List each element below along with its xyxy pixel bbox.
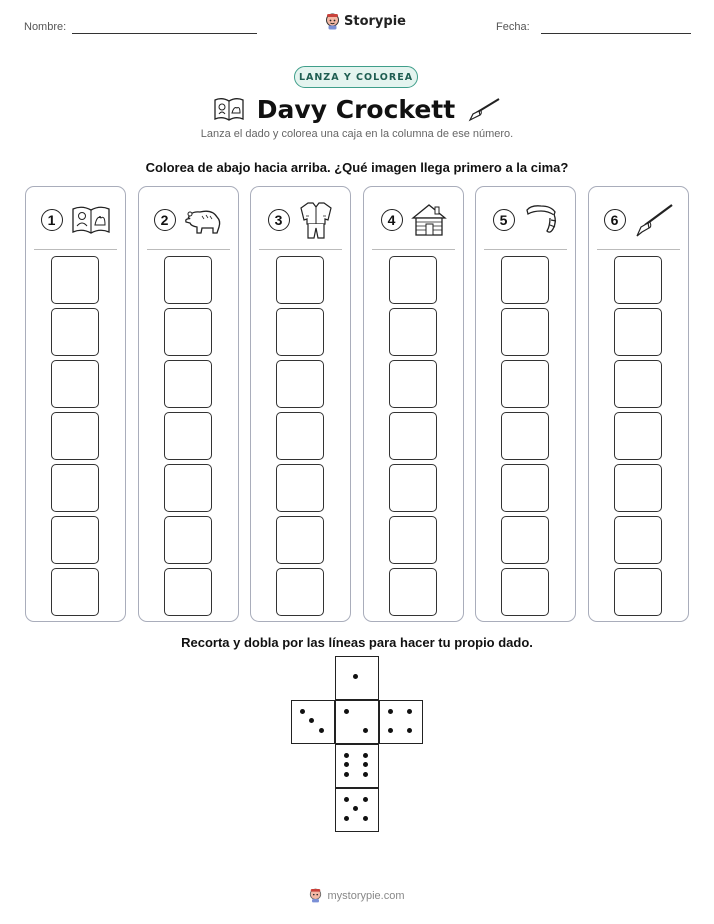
pip <box>363 762 368 767</box>
buckskin-suit-icon <box>298 200 334 240</box>
bear-icon <box>184 205 224 235</box>
color-box[interactable] <box>614 412 662 460</box>
column-5 <box>475 186 576 622</box>
color-box[interactable] <box>51 464 99 512</box>
column-header <box>251 199 350 241</box>
pip <box>363 772 368 777</box>
name-label: Nombre: <box>24 21 67 33</box>
pip <box>363 728 368 733</box>
die-face-6 <box>335 744 379 788</box>
color-box[interactable] <box>164 308 212 356</box>
color-box[interactable] <box>276 568 324 616</box>
color-box[interactable] <box>51 568 99 616</box>
color-box[interactable] <box>389 412 437 460</box>
name-field[interactable] <box>72 33 257 34</box>
log-cabin-icon <box>411 202 447 238</box>
color-box[interactable] <box>51 360 99 408</box>
column-4 <box>363 186 464 622</box>
color-box[interactable] <box>51 516 99 564</box>
coonskin-hat-icon <box>523 202 559 238</box>
instruction-top: Colorea de abajo hacia arriba. ¿Qué imagen llega primero a la cima? <box>145 160 569 175</box>
color-box[interactable] <box>164 256 212 304</box>
die-face-3 <box>291 700 335 744</box>
column-1 <box>25 186 126 622</box>
color-box[interactable] <box>164 568 212 616</box>
brand-logo <box>325 13 406 30</box>
pip <box>344 753 349 758</box>
column-2 <box>138 186 239 622</box>
pip <box>344 709 349 714</box>
color-box[interactable] <box>276 256 324 304</box>
column-6 <box>588 186 689 622</box>
pip <box>344 797 349 802</box>
title-row <box>200 92 514 126</box>
instruction-bottom: Recorta y dobla por las líneas para hacer tu propio dado. <box>181 635 533 650</box>
color-box[interactable] <box>501 464 549 512</box>
storypie-mascot-icon <box>309 888 322 903</box>
color-box[interactable] <box>51 412 99 460</box>
pip <box>363 753 368 758</box>
pip <box>353 806 358 811</box>
date-label: Fecha: <box>496 21 530 33</box>
color-box[interactable] <box>164 516 212 564</box>
column-header <box>139 199 238 241</box>
color-box[interactable] <box>389 516 437 564</box>
color-box[interactable] <box>614 464 662 512</box>
color-box[interactable] <box>614 256 662 304</box>
pip <box>319 728 324 733</box>
color-box[interactable] <box>276 464 324 512</box>
color-box[interactable] <box>276 360 324 408</box>
color-box[interactable] <box>389 308 437 356</box>
color-box[interactable] <box>614 360 662 408</box>
rifle-icon <box>467 96 501 122</box>
column-3 <box>250 186 351 622</box>
die-face-5 <box>335 788 379 832</box>
color-box[interactable] <box>389 464 437 512</box>
activity-badge: LANZA Y COLOREA <box>294 66 418 88</box>
pip <box>363 797 368 802</box>
color-box[interactable] <box>389 360 437 408</box>
column-header <box>364 199 463 241</box>
pip <box>407 728 412 733</box>
color-box[interactable] <box>501 516 549 564</box>
pip <box>300 709 305 714</box>
pip <box>344 816 349 821</box>
subtitle: Lanza el dado y colorea una caja en la columna de ese número. <box>200 128 514 140</box>
color-box[interactable] <box>501 412 549 460</box>
die-face-4 <box>379 700 423 744</box>
footer <box>0 888 714 903</box>
color-box[interactable] <box>389 568 437 616</box>
footer-url[interactable]: mystorypie.com <box>327 889 405 902</box>
column-number: 3 <box>268 209 290 231</box>
color-box[interactable] <box>389 256 437 304</box>
column-number: 2 <box>154 209 176 231</box>
column-number: 1 <box>41 209 63 231</box>
pip <box>388 728 393 733</box>
pip <box>344 762 349 767</box>
color-box[interactable] <box>614 516 662 564</box>
date-field[interactable] <box>541 33 691 34</box>
color-box[interactable] <box>276 516 324 564</box>
column-header <box>26 199 125 241</box>
brand-name: Storypie <box>344 14 406 29</box>
column-header <box>589 199 688 241</box>
color-box[interactable] <box>51 256 99 304</box>
die-face-1 <box>335 656 379 700</box>
color-box[interactable] <box>164 464 212 512</box>
pip <box>309 718 314 723</box>
column-number: 6 <box>604 209 626 231</box>
color-box[interactable] <box>614 568 662 616</box>
storypie-mascot-icon <box>325 13 340 30</box>
rifle-icon <box>634 202 674 238</box>
column-number: 4 <box>381 209 403 231</box>
color-box[interactable] <box>614 308 662 356</box>
color-box[interactable] <box>501 308 549 356</box>
color-box[interactable] <box>501 568 549 616</box>
die-face-2 <box>335 700 379 744</box>
book-icon <box>213 95 245 123</box>
column-number: 5 <box>493 209 515 231</box>
page-title: Davy Crockett <box>256 94 456 124</box>
color-box[interactable] <box>276 308 324 356</box>
pip <box>363 816 368 821</box>
pip <box>388 709 393 714</box>
color-box[interactable] <box>164 412 212 460</box>
color-box[interactable] <box>501 256 549 304</box>
pip <box>407 709 412 714</box>
pip <box>344 772 349 777</box>
pip <box>353 674 358 679</box>
color-box[interactable] <box>501 360 549 408</box>
column-header <box>476 199 575 241</box>
color-box[interactable] <box>276 412 324 460</box>
book-icon <box>71 203 111 237</box>
color-box[interactable] <box>164 360 212 408</box>
color-box[interactable] <box>51 308 99 356</box>
